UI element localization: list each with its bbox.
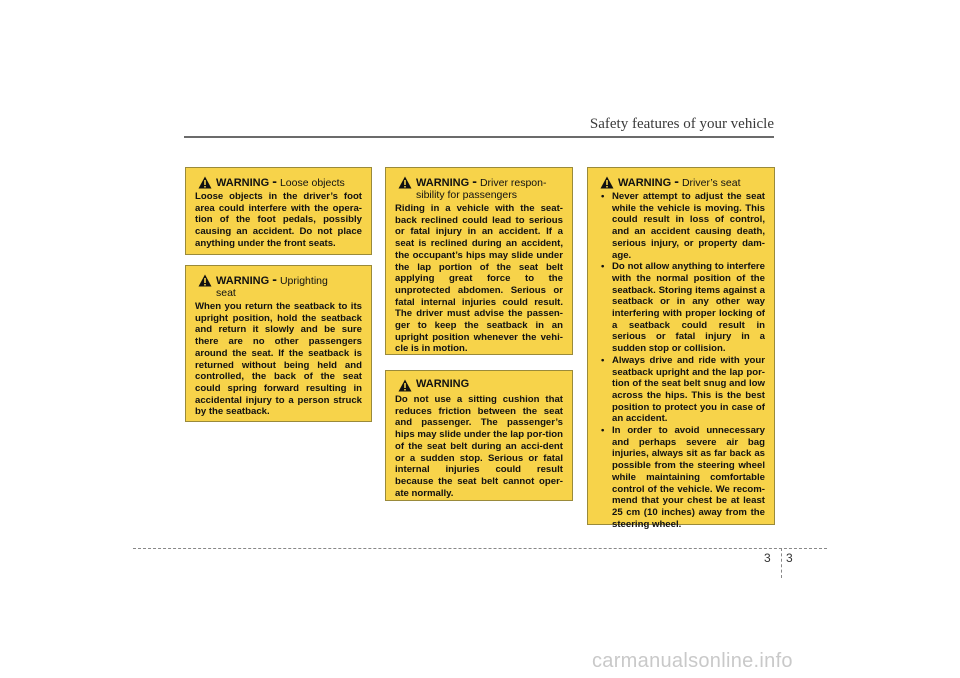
warning-label: WARNING — [216, 177, 270, 189]
header-divider — [184, 136, 774, 138]
warning-subject: Driver respon-sibility for passengers — [416, 177, 547, 201]
warning-box-sitting-cushion — [385, 370, 573, 501]
warning-separator: - — [472, 173, 477, 189]
warning-heading — [395, 378, 563, 392]
page-number: 3 — [786, 551, 793, 565]
warning-body: When you return the seatback to its upright position, hold the seatback and return it slowly and be sure there are no other passengers around the seat. If the seatback is returned without being held and controlled, the back of the seat could spring forward resulting in accidental injury to a person struck by the seatback. — [195, 301, 362, 418]
warning-box-loose-objects — [185, 167, 372, 255]
list-item: • Never attempt to adjust the seat while the vehicle is moving. This could result in loss of control, and an accident causing death, serious injury, or property dam-age. — [597, 191, 765, 261]
warning-separator: - — [272, 173, 277, 189]
warning-body: Do not use a sitting cushion that reduces friction between the seat and passenger. The passenger’s hips may slide under the lap por-tion of the seat belt during an acci-dent or a sudden stop. Serious or fatal internal injuries could result because the seat belt cannot oper-ate normally. — [395, 394, 563, 499]
list-item: • In order to avoid unnecessary and perhaps severe air bag injuries, always sit as far back as possible from the steering wheel while maintaining comfortable control of the vehicle. We recom-mend that your chest be at least 25 cm (10 inches) away from the steering wheel. — [597, 425, 765, 530]
warning-bullet-list — [597, 191, 765, 530]
chapter-number: 3 — [764, 551, 771, 565]
warning-heading — [597, 175, 765, 189]
warning-box-upright-seat — [185, 265, 372, 422]
warning-subject: Driver’s seat — [681, 177, 741, 189]
warning-heading — [195, 273, 362, 299]
warning-triangle-icon — [198, 176, 212, 189]
warning-triangle-icon — [398, 176, 412, 189]
footer-divider — [133, 548, 827, 549]
warning-subject: Loose objects — [279, 177, 345, 189]
warning-triangle-icon — [198, 274, 212, 287]
warning-heading — [395, 175, 563, 201]
watermark: carmanualsonline.info — [592, 650, 793, 672]
warning-triangle-icon — [398, 379, 412, 392]
warning-label: WARNING — [416, 378, 470, 390]
warning-label: WARNING — [416, 177, 470, 189]
warning-heading — [195, 175, 362, 189]
warning-body: Riding in a vehicle with the seat-back reclined could lead to serious or fatal injury in an accident. If a seat is reclined during an accident, the occupant’s hips may slide under the lap portion of the seat belt applying great force to the unprotected abdomen. Serious or fatal internal injuries could result. The driver must advise the passen-ger to keep the seatback in an upright position whenever the vehi-cle is in motion. — [395, 203, 563, 355]
warning-label: WARNING — [216, 275, 270, 287]
warning-separator: - — [674, 173, 679, 189]
footer-page-separator — [781, 548, 782, 578]
list-item: • Always drive and ride with your seatback upright and the lap por-tion of the seat belt snug and low across the hips. This is the best position to protect you in case of an accident. — [597, 355, 765, 425]
warning-body: Loose objects in the driver’s foot area could interfere with the opera-tion of the foot pedals, possibly causing an accident. Do not place anything under the front seats. — [195, 191, 362, 249]
warning-box-drivers-seat — [587, 167, 775, 530]
warning-separator: - — [272, 271, 277, 287]
warning-subject: Uprighting seat — [216, 275, 328, 299]
warning-box-driver-responsibility — [385, 167, 573, 355]
page-header-title: Safety features of your vehicle — [589, 116, 774, 132]
warning-label: WARNING — [618, 177, 672, 189]
list-item: • Do not allow anything to interfere with the normal position of the seatback. Storing items against a seatback or in any other way interfering with proper locking of a seatback could result in serious or fatal injury in a sudden stop or collision. — [597, 261, 765, 355]
warning-triangle-icon — [600, 176, 614, 189]
